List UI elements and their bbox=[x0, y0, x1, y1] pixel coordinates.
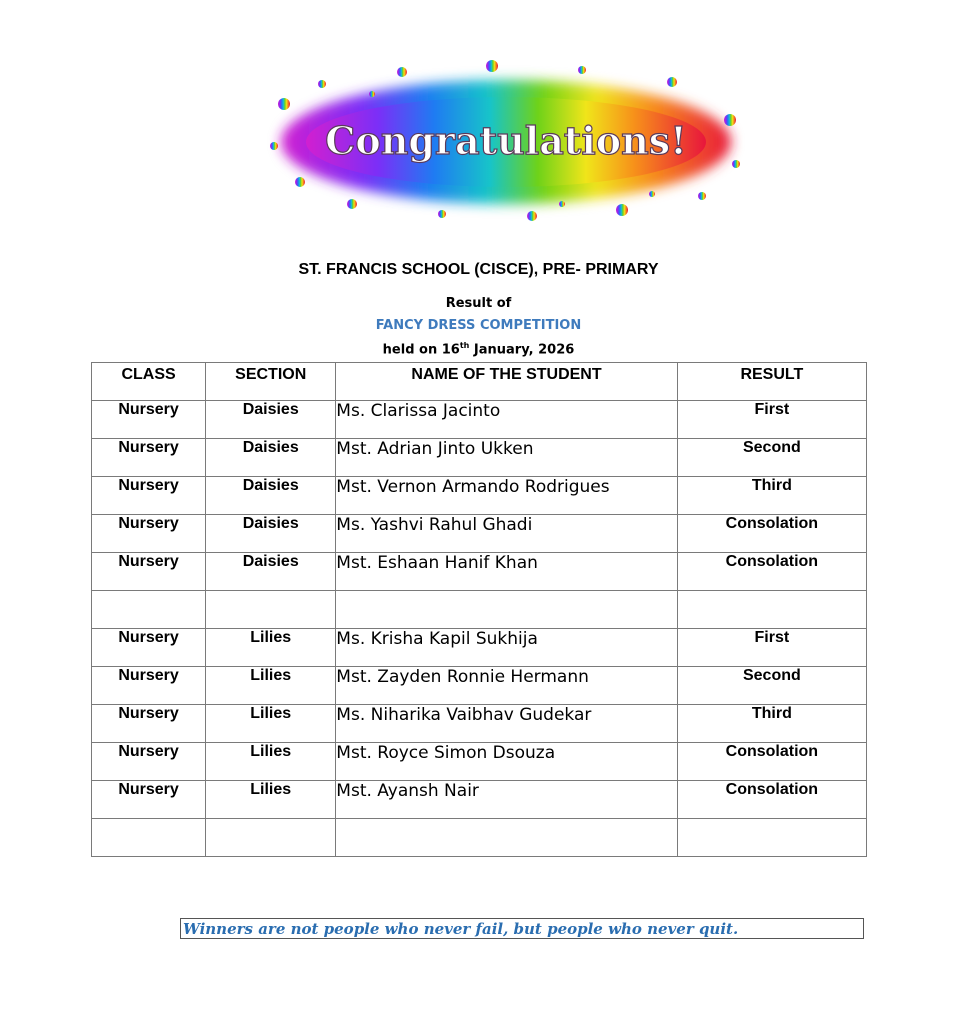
table-row bbox=[92, 477, 867, 515]
cell-result: Consolation bbox=[677, 515, 866, 553]
cell-result bbox=[677, 591, 866, 629]
cell-student-name: Mst. Ayansh Nair bbox=[336, 781, 677, 819]
table-row bbox=[92, 553, 867, 591]
table-row bbox=[92, 781, 867, 819]
cell-section: Lilies bbox=[206, 629, 336, 667]
results-table bbox=[91, 362, 867, 857]
cell-section bbox=[206, 591, 336, 629]
cell-class bbox=[92, 819, 206, 857]
table-row bbox=[92, 705, 867, 743]
cell-section: Daisies bbox=[206, 515, 336, 553]
cell-section: Lilies bbox=[206, 667, 336, 705]
table-row bbox=[92, 515, 867, 553]
cell-class: Nursery bbox=[92, 439, 206, 477]
cell-result: Third bbox=[677, 705, 866, 743]
cell-result: Second bbox=[677, 439, 866, 477]
held-sup: th bbox=[459, 341, 470, 350]
cell-class: Nursery bbox=[92, 401, 206, 439]
cell-class: Nursery bbox=[92, 781, 206, 819]
table-row bbox=[92, 591, 867, 629]
cell-section: Lilies bbox=[206, 743, 336, 781]
cell-class: Nursery bbox=[92, 743, 206, 781]
cell-student-name bbox=[336, 591, 677, 629]
header-class: CLASS bbox=[92, 363, 206, 401]
cell-result: First bbox=[677, 629, 866, 667]
cell-student-name: Mst. Adrian Jinto Ukken bbox=[336, 439, 677, 477]
table-row bbox=[92, 819, 867, 857]
cell-result: Consolation bbox=[677, 743, 866, 781]
congratulations-banner bbox=[262, 54, 750, 226]
cell-section: Lilies bbox=[206, 781, 336, 819]
school-name: ST. FRANCIS SCHOOL (CISCE), PRE- PRIMARY bbox=[298, 261, 659, 278]
held-suffix: January, 2026 bbox=[469, 342, 575, 358]
table-row bbox=[92, 667, 867, 705]
banner-text: Congratulations! bbox=[325, 118, 687, 163]
cell-student-name: Mst. Eshaan Hanif Khan bbox=[336, 553, 677, 591]
cell-class: Nursery bbox=[92, 629, 206, 667]
cell-student-name bbox=[336, 819, 677, 857]
cell-class: Nursery bbox=[92, 477, 206, 515]
cell-result: First bbox=[677, 401, 866, 439]
cell-result: Consolation bbox=[677, 553, 866, 591]
table-header-row bbox=[92, 363, 867, 401]
cell-student-name: Ms. Krisha Kapil Sukhija bbox=[336, 629, 677, 667]
cell-student-name: Ms. Yashvi Rahul Ghadi bbox=[336, 515, 677, 553]
cell-section: Daisies bbox=[206, 401, 336, 439]
cell-section bbox=[206, 819, 336, 857]
cell-student-name: Mst. Zayden Ronnie Hermann bbox=[336, 667, 677, 705]
cell-section: Daisies bbox=[206, 553, 336, 591]
result-of-label: Result of bbox=[445, 296, 512, 311]
table-row bbox=[92, 629, 867, 667]
header-name: NAME OF THE STUDENT bbox=[336, 363, 677, 401]
cell-result bbox=[677, 819, 866, 857]
cell-student-name: Mst. Royce Simon Dsouza bbox=[336, 743, 677, 781]
motivational-quote: Winners are not people who never fail, but people who never quit. bbox=[180, 918, 864, 939]
event-title: FANCY DRESS COMPETITION bbox=[375, 318, 582, 333]
header-section: SECTION bbox=[206, 363, 336, 401]
cell-student-name: Ms. Clarissa Jacinto bbox=[336, 401, 677, 439]
cell-class: Nursery bbox=[92, 553, 206, 591]
table-row bbox=[92, 743, 867, 781]
held-prefix: held on 16 bbox=[382, 342, 460, 358]
cell-section: Daisies bbox=[206, 439, 336, 477]
cell-section: Daisies bbox=[206, 477, 336, 515]
cell-class bbox=[92, 591, 206, 629]
cell-result: Consolation bbox=[677, 781, 866, 819]
cell-result: Third bbox=[677, 477, 866, 515]
cell-section: Lilies bbox=[206, 705, 336, 743]
cell-result: Second bbox=[677, 667, 866, 705]
header-result: RESULT bbox=[677, 363, 866, 401]
held-date bbox=[0, 341, 957, 357]
cell-student-name: Ms. Niharika Vaibhav Gudekar bbox=[336, 705, 677, 743]
cell-student-name: Mst. Vernon Armando Rodrigues bbox=[336, 477, 677, 515]
cell-class: Nursery bbox=[92, 667, 206, 705]
table-row bbox=[92, 439, 867, 477]
table-row bbox=[92, 401, 867, 439]
cell-class: Nursery bbox=[92, 515, 206, 553]
cell-class: Nursery bbox=[92, 705, 206, 743]
